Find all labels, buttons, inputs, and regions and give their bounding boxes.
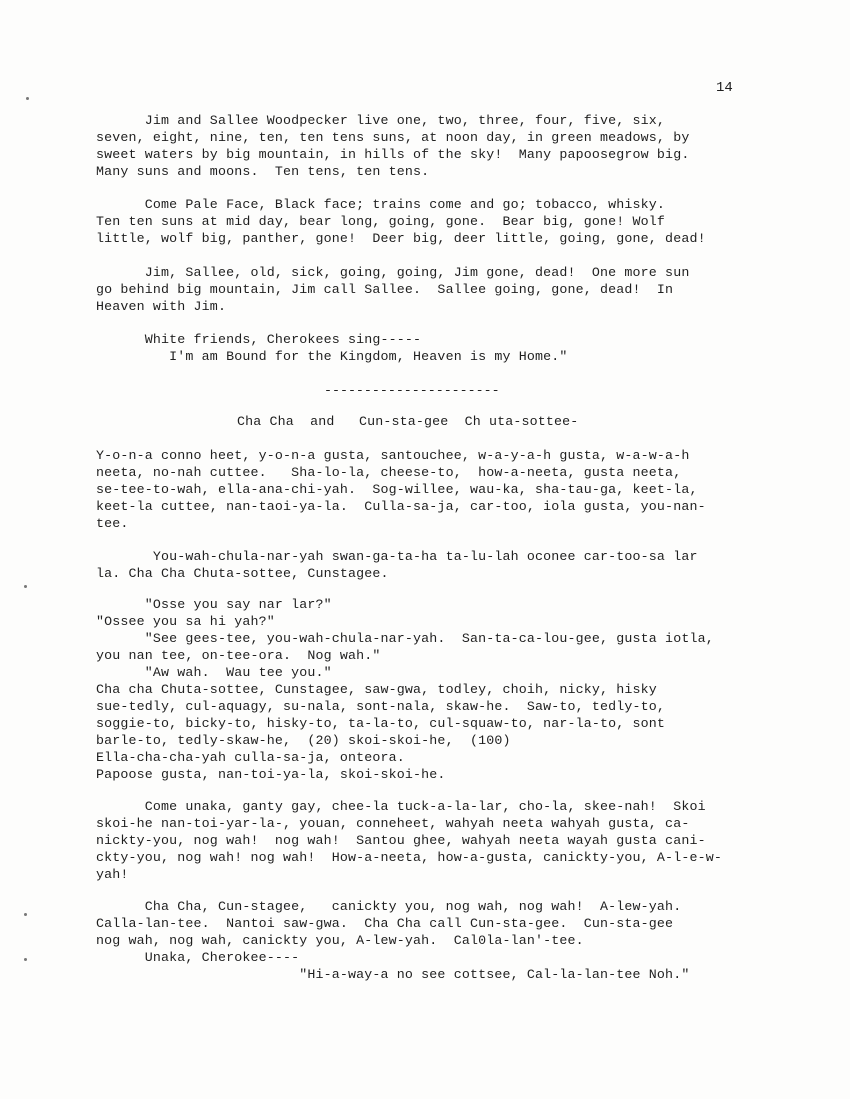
text-line: Y-o-n-a conno heet, y-o-n-a gusta, santouchee, w-a-y-a-h gusta, w-a-w-a-h	[96, 448, 690, 463]
text-line: Unaka, Cherokee----	[96, 950, 300, 965]
text-line: neeta, no-nah cuttee. Sha-lo-la, cheese-to, how-a-neeta, gusta neeta,	[96, 465, 682, 480]
text-line: nog wah, nog wah, canickty you, A-lew-yah. Cal0la-lan'-tee.	[96, 933, 584, 948]
text-line: nickty-you, nog wah! nog wah! Santou ghee, wahyah neeta wayah gusta cani-	[96, 833, 706, 848]
text-line: se-tee-to-wah, ella-ana-chi-yah. Sog-willee, wau-ka, sha-tau-ga, keet-la,	[96, 482, 698, 497]
punch-hole-mark	[24, 913, 27, 916]
punch-hole-mark	[24, 585, 27, 588]
text-line: la. Cha Cha Chuta-sottee, Cunstagee.	[96, 566, 389, 581]
page-number: 14	[716, 80, 733, 96]
section-divider: ----------------------	[324, 383, 500, 398]
text-line: Heaven with Jim.	[96, 299, 227, 314]
text-line: I'm am Bound for the Kingdom, Heaven is my Home."	[96, 349, 568, 364]
punch-hole-mark	[24, 958, 27, 961]
text-line: Jim and Sallee Woodpecker live one, two, three, four, five, six,	[96, 113, 666, 128]
text-line: "Ossee you sa hi yah?"	[96, 614, 275, 629]
text-line: Jim, Sallee, old, sick, going, going, Jim gone, dead! One more sun	[96, 265, 690, 280]
text-line: tee.	[96, 516, 129, 531]
text-line: "Hi-a-way-a no see cottsee, Cal-la-lan-tee Noh."	[96, 967, 690, 982]
text-line: Come Pale Face, Black face; trains come and go; tobacco, whisky.	[96, 197, 666, 212]
text-line: little, wolf big, panther, gone! Deer big, deer little, going, gone, dead!	[96, 231, 706, 246]
punch-hole-mark	[26, 97, 29, 100]
text-line: sue-tedly, cul-aquagy, su-nala, sont-nala, skaw-he. Saw-to, tedly-to,	[96, 699, 666, 714]
text-line: Ella-cha-cha-yah culla-sa-ja, onteora.	[96, 750, 405, 765]
text-line: "Osse you say nar lar?"	[96, 597, 332, 612]
text-line: seven, eight, nine, ten, ten tens suns, at noon day, in green meadows, by	[96, 130, 690, 145]
text-line: you nan tee, on-tee-ora. Nog wah."	[96, 648, 381, 663]
text-line: skoi-he nan-toi-yar-la-, youan, conneheet, wahyah neeta wahyah gusta, ca-	[96, 816, 690, 831]
text-line: "See gees-tee, you-wah-chula-nar-yah. San-ta-ca-lou-gee, gusta iotla,	[96, 631, 714, 646]
text-line: go behind big mountain, Jim call Sallee. Sallee going, gone, dead! In	[96, 282, 674, 297]
text-line: You-wah-chula-nar-yah swan-ga-ta-ha ta-lu-lah oconee car-too-sa lar	[96, 549, 698, 564]
text-line: Cha cha Chuta-sottee, Cunstagee, saw-gwa, todley, choih, nicky, hisky	[96, 682, 657, 697]
text-line: Many suns and moons. Ten tens, ten tens.	[96, 164, 430, 179]
song-title: Cha Cha and Cun-sta-gee Ch uta-sottee-	[237, 414, 579, 429]
text-line: soggie-to, bicky-to, hisky-to, ta-la-to, cul-squaw-to, nar-la-to, sont	[96, 716, 666, 731]
text-line: sweet waters by big mountain, in hills of the sky! Many papoosegrow big.	[96, 147, 690, 162]
text-line: White friends, Cherokees sing-----	[96, 332, 422, 347]
text-line: keet-la cuttee, nan-taoi-ya-la. Culla-sa-ja, car-too, iola gusta, you-nan-	[96, 499, 706, 514]
text-line: barle-to, tedly-skaw-he, (20) skoi-skoi-he, (100)	[96, 733, 511, 748]
text-line: Come unaka, ganty gay, chee-la tuck-a-la-lar, cho-la, skee-nah! Skoi	[96, 799, 706, 814]
text-line: Papoose gusta, nan-toi-ya-la, skoi-skoi-he.	[96, 767, 446, 782]
text-line: "Aw wah. Wau tee you."	[96, 665, 332, 680]
text-line: Ten ten suns at mid day, bear long, going, gone. Bear big, gone! Wolf	[96, 214, 666, 229]
text-line: yah!	[96, 867, 129, 882]
text-line: ckty-you, nog wah! nog wah! How-a-neeta, how-a-gusta, canickty-you, A-l-e-w-	[96, 850, 722, 865]
text-line: Cha Cha, Cun-stagee, canickty you, nog wah, nog wah! A-lew-yah.	[96, 899, 682, 914]
text-line: Calla-lan-tee. Nantoi saw-gwa. Cha Cha call Cun-sta-gee. Cun-sta-gee	[96, 916, 674, 931]
